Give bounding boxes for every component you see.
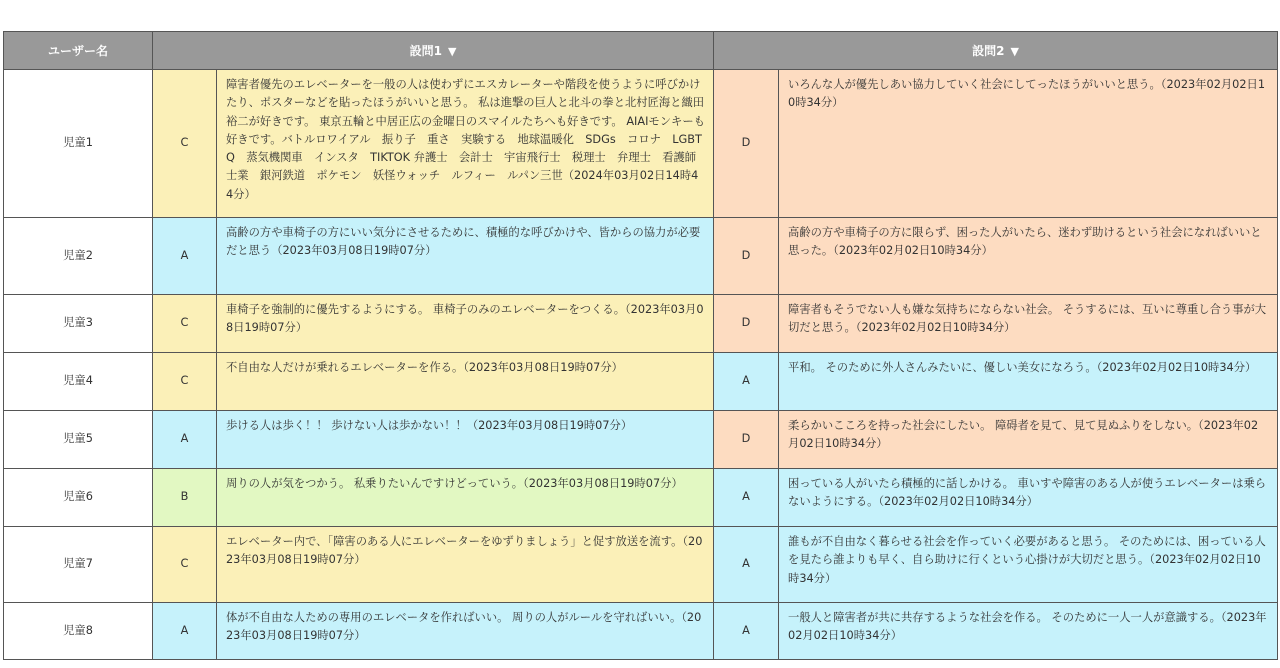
q2-grade-cell: D: [714, 70, 779, 218]
q2-answer-cell: 障害者もそうでない人も嫌な気持ちにならない社会。 そうするには、互いに尊重し合う事が大切だと思う。（2023年02月02日10時34分）: [779, 295, 1278, 353]
q1-answer-cell: 不自由な人だけが乗れるエレベーターを作る。（2023年03月08日19時07分）: [217, 353, 714, 411]
q1-answer-cell: 障害者優先のエレベーターを一般の人は使わずにエスカレーターや階段を使うように呼びかけたり、ポスターなどを貼ったほうがいいと思う。 私は進撃の巨人と北斗の拳と北村匠海と織田裕二が好きです。 東京五輪と中居正広の金曜日のスマイルたちへも好きです。 AIAIモンキーも好きです。バトルロワイアル 振り子 重さ 実験する 地球温暖化 SDGs コロナ LGBTQ 蒸気機関車 インスタ TIKTOK 弁護士 会計士 宇宙飛行士 税理士 弁理士 看護師 士業 銀河鉄道 ポケモン 妖怪ウォッチ ルフィー ルパン三世（2024年03月02日14時44分）: [217, 70, 714, 218]
q1-answer-cell: 体が不自由な人ための専用のエレベータを作ればいい。 周りの人がルールを守ればいい。（2023年03月08日19時07分）: [217, 603, 714, 660]
user-name-cell: 児童5: [4, 411, 153, 469]
q1-grade-cell: A: [153, 411, 217, 469]
q1-answer-cell: 周りの人が気をつかう。 私乗りたいんですけどっていう。（2023年03月08日19時07分）: [217, 469, 714, 527]
q2-answer-cell: 一般人と障害者が共に共存するような社会を作る。 そのために一人一人が意識する。（2023年02月02日10時34分）: [779, 603, 1278, 660]
q1-grade-cell: C: [153, 70, 217, 218]
q2-grade-cell: D: [714, 295, 779, 353]
q2-answer-cell: 平和。 そのために外人さんみたいに、優しい美女になろう。（2023年02月02日10時34分）: [779, 353, 1278, 411]
header-row: [4, 32, 1278, 70]
user-name-cell: 児童8: [4, 603, 153, 660]
sort-dropdown-icon[interactable]: ▼: [447, 45, 457, 58]
q1-answer-cell: 歩ける人は歩く！！ 歩けない人は歩かない！！（2023年03月08日19時07分）: [217, 411, 714, 469]
table-row: [4, 527, 1278, 603]
column-header-q1-label: 設問1: [409, 44, 442, 58]
table-row: [4, 295, 1278, 353]
table-row: [4, 411, 1278, 469]
q1-answer-cell: 車椅子を強制的に優先するようにする。 車椅子のみのエレベーターをつくる。（2023年03月08日19時07分）: [217, 295, 714, 353]
sort-dropdown-icon[interactable]: ▼: [1010, 45, 1019, 58]
user-name-cell: 児童1: [4, 70, 153, 218]
q2-grade-cell: D: [714, 218, 779, 295]
column-header-q2[interactable]: [714, 32, 1278, 70]
q2-answer-cell: 困っている人がいたら積極的に話しかける。 車いすや障害のある人が使うエレベーターは乗らないようにする。（2023年02月02日10時34分）: [779, 469, 1278, 527]
q2-answer-cell: 柔らかいこころを持った社会にしたい。 障碍者を見て、見て見ぬふりをしない。（2023年02月02日10時34分）: [779, 411, 1278, 469]
user-name-cell: 児童3: [4, 295, 153, 353]
column-header-user-label: ユーザー名: [47, 44, 108, 58]
q2-grade-cell: A: [714, 527, 779, 603]
column-header-q1[interactable]: [153, 32, 714, 70]
results-table-container: [3, 31, 1277, 660]
q2-answer-cell: いろんな人が優先しあい協力していく社会にしてったほうがいいと思う。（2023年02月02日10時34分）: [779, 70, 1278, 218]
user-name-cell: 児童6: [4, 469, 153, 527]
q1-answer-cell: エレベーター内で、「障害のある人にエレベーターをゆずりましょう」と促す放送を流す。（2023年03月08日19時07分）: [217, 527, 714, 603]
user-name-cell: 児童2: [4, 218, 153, 295]
results-table: [3, 31, 1278, 660]
table-row: [4, 469, 1278, 527]
q2-grade-cell: A: [714, 353, 779, 411]
table-row: [4, 70, 1278, 218]
q2-grade-cell: D: [714, 411, 779, 469]
column-header-user: [4, 32, 153, 70]
q1-grade-cell: C: [153, 295, 217, 353]
table-row: [4, 603, 1278, 660]
user-name-cell: 児童7: [4, 527, 153, 603]
q1-grade-cell: C: [153, 353, 217, 411]
q1-grade-cell: A: [153, 218, 217, 295]
table-row: [4, 218, 1278, 295]
column-header-q2-label: 設問2: [972, 44, 1005, 58]
q1-grade-cell: B: [153, 469, 217, 527]
q2-answer-cell: 高齢の方や車椅子の方に限らず、困った人がいたら、迷わず助けるという社会になればいいと思った。（2023年02月02日10時34分）: [779, 218, 1278, 295]
q1-grade-cell: A: [153, 603, 217, 660]
q1-grade-cell: C: [153, 527, 217, 603]
table-row: [4, 353, 1278, 411]
q2-grade-cell: A: [714, 603, 779, 660]
q1-answer-cell: 高齢の方や車椅子の方にいい気分にさせるために、積極的な呼びかけや、皆からの協力が必要だと思う（2023年03月08日19時07分）: [217, 218, 714, 295]
q2-answer-cell: 誰もが不自由なく暮らせる社会を作っていく必要があると思う。 そのためには、困っている人を見たら誰よりも早く、自ら助けに行くという心掛けが大切だと思う。（2023年02月02日10時34分）: [779, 527, 1278, 603]
user-name-cell: 児童4: [4, 353, 153, 411]
q2-grade-cell: A: [714, 469, 779, 527]
